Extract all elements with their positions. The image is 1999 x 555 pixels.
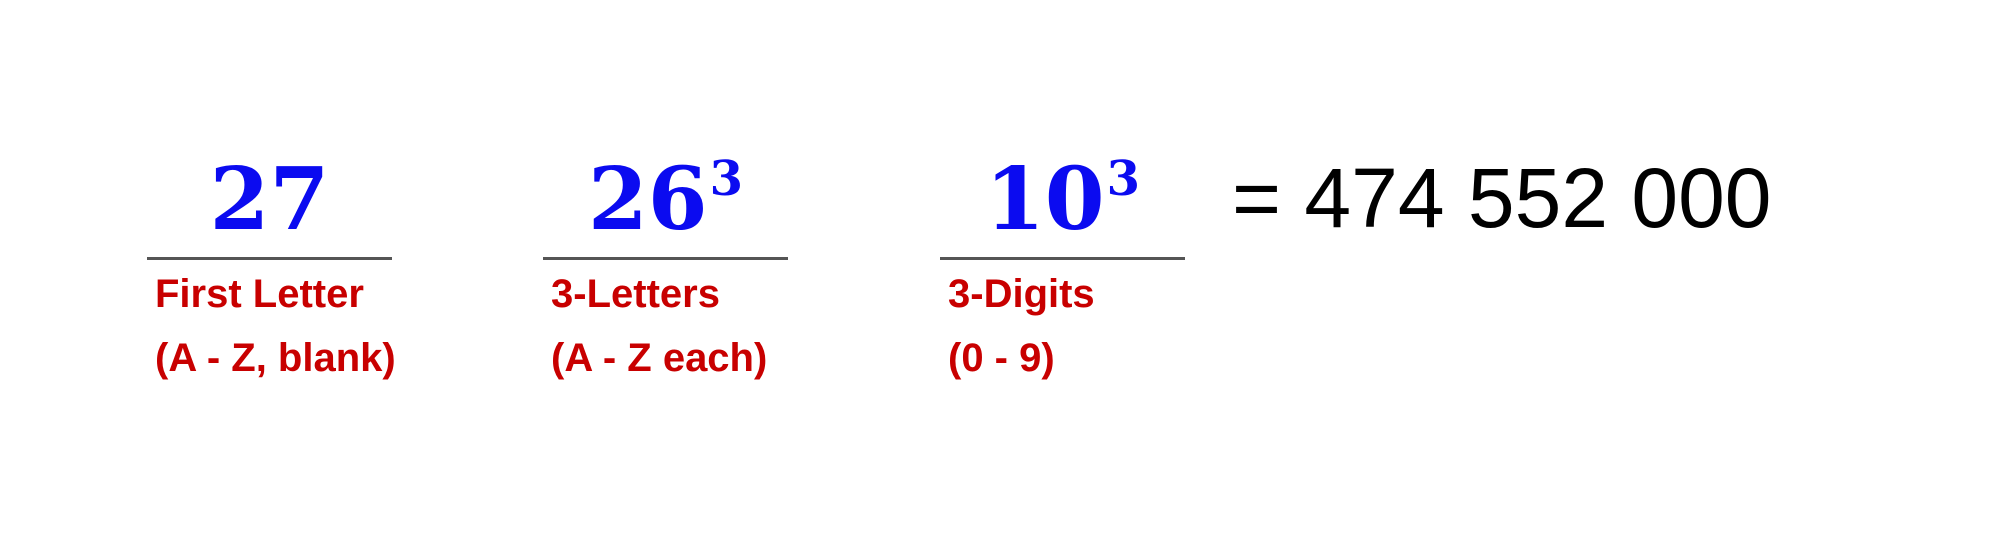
slot-value [543,150,788,250]
slot-exponent: 3 [709,151,744,207]
slot-label-line1: 3-Letters [551,272,720,316]
slot-label-line2: (A - Z each) [551,336,768,380]
slot-label-line1: First Letter [155,272,364,316]
slot-letters [543,150,788,380]
slot-label-line2: (A - Z, blank) [155,336,396,380]
slot-base: 26 [587,149,708,250]
slot-underline [147,257,392,260]
slot-base: 10 [984,149,1105,250]
slot-label-line2: (0 - 9) [948,336,1055,380]
slot-value [940,150,1185,250]
slot-base: 27 [209,149,330,250]
slot-label-line1: 3-Digits [948,272,1095,316]
slot-underline [543,257,788,260]
slot-underline [940,257,1185,260]
result-expression: = 474 552 000 [1232,151,1772,245]
slot-first-letter [147,149,396,380]
slot-exponent: 3 [1106,151,1141,207]
slot-value [147,150,392,250]
slot-digits [940,150,1185,380]
